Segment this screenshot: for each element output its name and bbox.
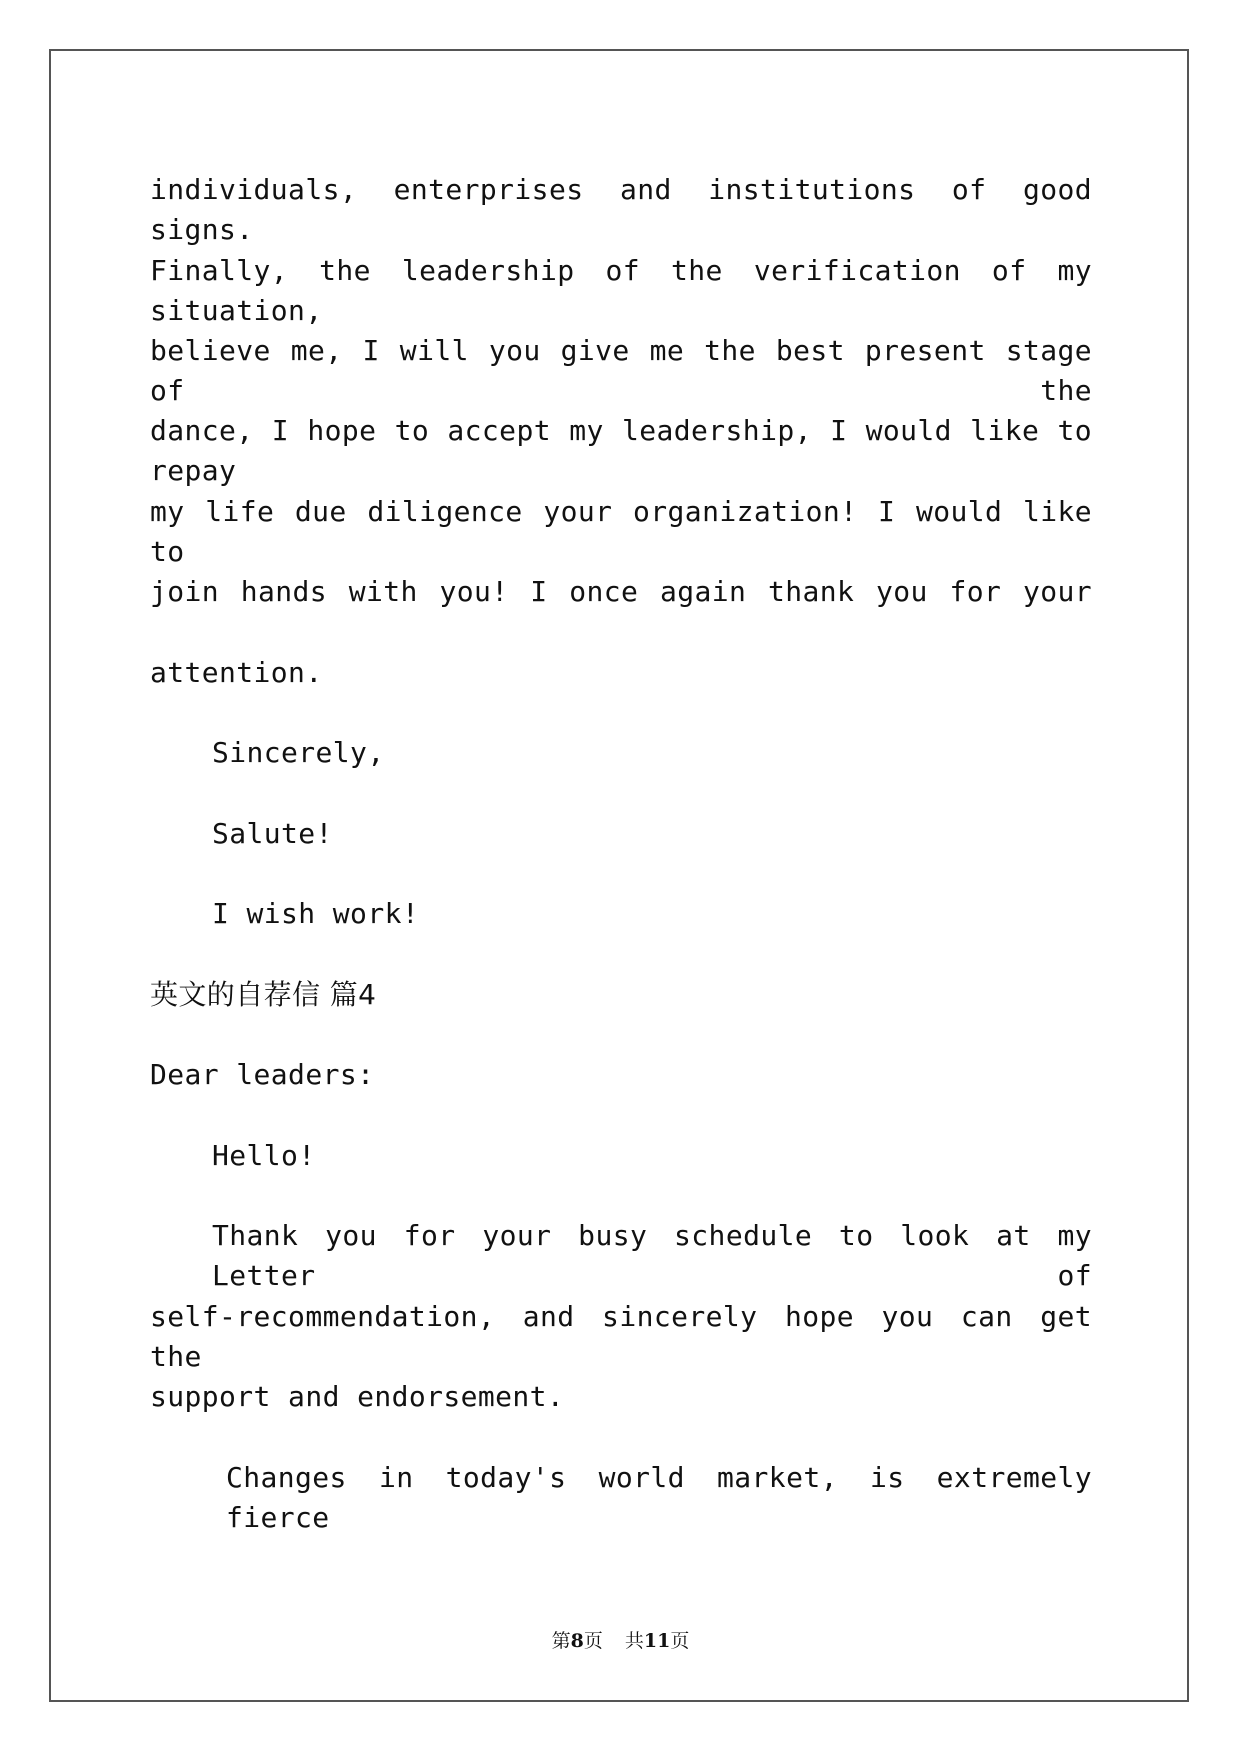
paragraph-line: believe me, I will you give me the best present stage of the [150, 334, 1092, 407]
paragraph-line: self-recommendation, and sincerely hope you can get the [150, 1300, 1092, 1373]
paragraph-line: dance, I hope to accept my leadership, I would like to repay [150, 414, 1092, 487]
footer-total-prefix: 共 [624, 1630, 644, 1652]
paragraph-line: individuals, enterprises and institutions of good signs. [150, 173, 1092, 246]
paragraph-line: Finally, the leadership of the verification of my situation, [150, 254, 1092, 327]
closing-salute: Salute! [212, 817, 333, 850]
paragraph-line: my life due diligence your organization! I would like to [150, 495, 1092, 568]
paragraph-line: join hands with you! I once again thank you for your [150, 575, 1092, 608]
salutation: Dear leaders: [150, 1058, 375, 1091]
footer-total-suffix: 页 [670, 1630, 690, 1652]
section-heading: 英文的自荐信 篇4 [150, 978, 377, 1011]
paragraph-line: Thank you for your busy schedule to look at my Letter of [212, 1219, 1092, 1292]
paragraph-line: Changes in today's world market, is extremely fierce [226, 1461, 1092, 1534]
paragraph-line: support and endorsement. [150, 1380, 565, 1413]
footer-prefix: 第 [551, 1630, 571, 1652]
footer-current-page: 8 [570, 1630, 584, 1652]
closing-wish: I wish work! [212, 897, 420, 930]
footer-total-pages: 11 [643, 1630, 671, 1652]
page-footer [0, 1626, 1241, 1653]
closing-sincerely: Sincerely, [212, 736, 385, 769]
paragraph-line: attention. [150, 656, 323, 689]
footer-page-word: 页 [583, 1630, 603, 1652]
greeting: Hello! [212, 1139, 316, 1172]
